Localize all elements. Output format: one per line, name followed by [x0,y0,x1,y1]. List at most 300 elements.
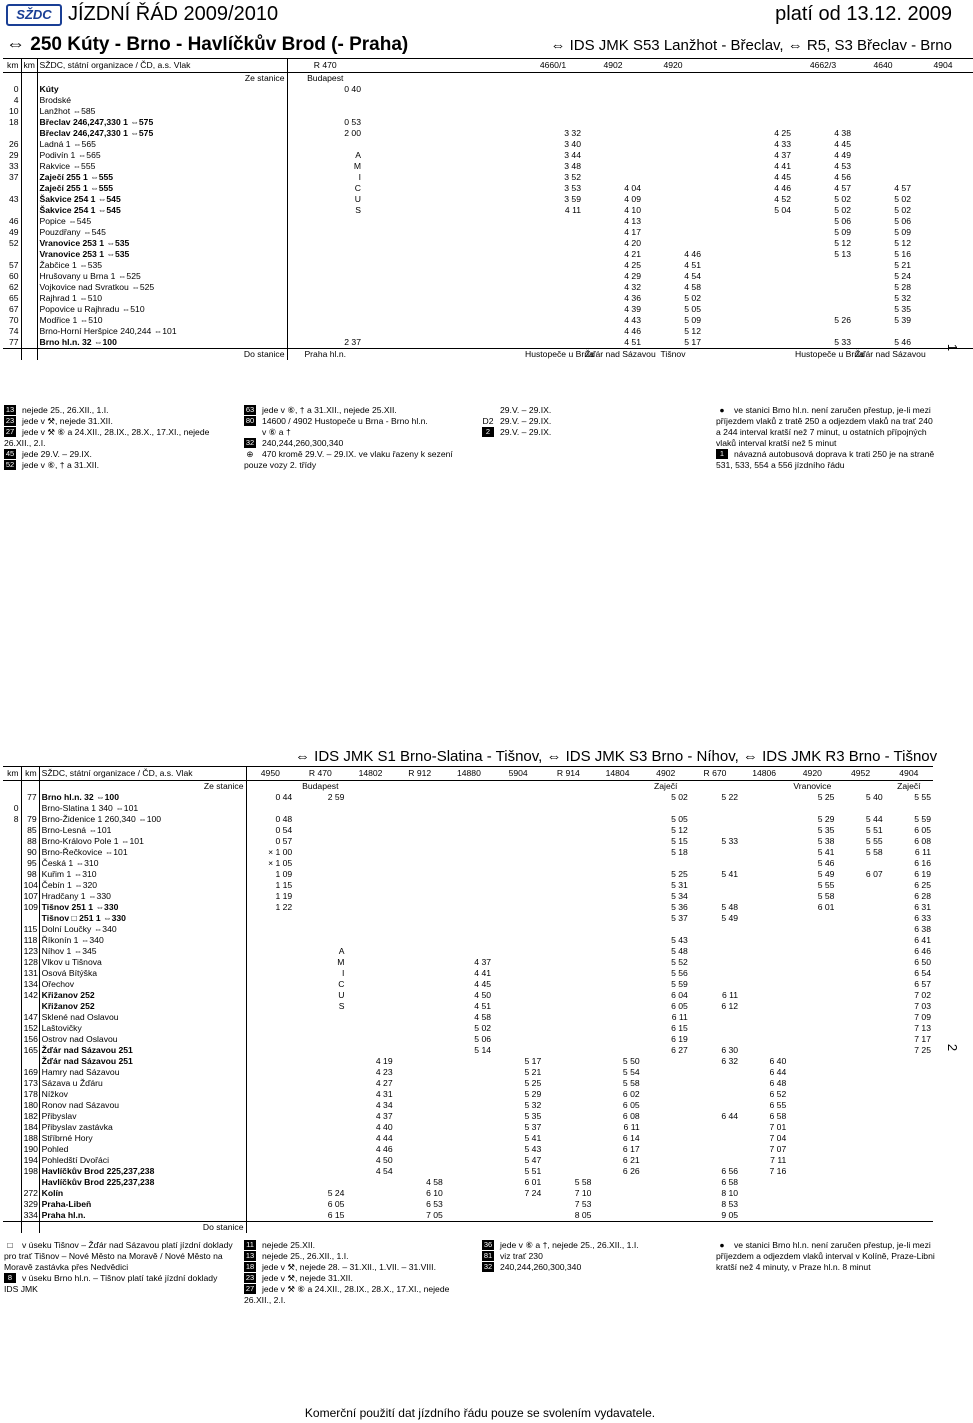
time-cell: 5 32 [524,1100,542,1110]
timetable-section-1 [3,58,973,360]
to-station-row [3,1222,933,1234]
time-cell [836,924,884,935]
time-cell [788,913,836,924]
time-cell [395,1155,445,1166]
time-cell [246,1089,294,1100]
time-cell: 4 21 [624,249,641,259]
table-row [3,161,973,172]
column-header: 4640 [853,59,913,73]
time-cell: 6 08 [622,1111,640,1121]
time-cell: 6 14 [622,1133,640,1143]
km-cell [21,260,37,271]
time-cell [363,95,423,106]
station-name: Havlíčkův Brod 225,237,238 [39,1166,246,1177]
to-station [246,1222,294,1234]
time-cell: 7 03 [914,1001,931,1011]
time-cell [246,1144,294,1155]
time-cell: 7 02 [914,990,931,1000]
time-cell [287,282,363,293]
time-cell: M [337,957,345,967]
km-cell [21,194,37,205]
station-name: Sklené nad Oslavou [39,1012,246,1023]
km-cell [21,304,37,315]
to-station [836,1222,884,1234]
time-cell: 4 53 [834,161,851,171]
to-station [445,1222,493,1234]
km-cell: 65 [3,293,21,304]
time-cell [363,150,423,161]
time-cell [294,1144,346,1155]
time-cell [423,150,523,161]
km-cell: 118 [21,935,39,946]
time-cell: 5 43 [671,935,688,945]
time-cell [703,216,793,227]
column-header: 4952 [836,767,884,781]
time-cell [346,814,394,825]
km-cell [3,1067,21,1078]
time-cell [246,1023,294,1034]
time-cell: 4 40 [375,1122,393,1132]
time-cell: 5 41 [721,869,739,879]
time-cell [346,1012,394,1023]
footnote [482,416,632,427]
footnote [4,416,234,427]
time-cell [793,304,853,315]
km-cell: 180 [21,1100,39,1111]
time-cell [788,1166,836,1177]
footnote-text: jede v ⚒ ⑥ a 24.XII., 28.IX., 28.X., 17.XI., nejede 26.XII., 2.I. [4,427,210,448]
table-row [3,315,973,326]
time-cell [445,792,493,803]
time-cell [703,326,793,337]
time-cell: 6 02 [622,1089,640,1099]
table-row [3,106,973,117]
column-header: 5904 [493,767,543,781]
time-cell [287,293,363,304]
time-cell [543,880,593,891]
time-cell [363,337,423,349]
km-cell [21,161,37,172]
time-cell [246,979,294,990]
time-cell [836,979,884,990]
km-cell: 329 [21,1199,39,1210]
km-cell: 98 [21,869,39,880]
footnote-text: jede v ⚒ ⑥ a 24.XII., 28.IX., 28.X., 17.XI., nejede 26.XII., 2.I. [244,1284,450,1305]
time-cell [593,858,641,869]
time-cell [395,924,445,935]
time-cell: 5 51 [524,1166,542,1176]
table-header-row [3,767,933,781]
time-cell: I [358,172,361,182]
time-cell: 5 09 [684,315,701,325]
time-cell [543,1111,593,1122]
time-cell [294,1177,346,1188]
time-cell [643,150,703,161]
column-header: R 914 [543,767,593,781]
time-cell [740,836,788,847]
time-cell [395,1056,445,1067]
km-cell: 134 [21,979,39,990]
time-cell [294,1067,346,1078]
station-name: Kúty [37,84,287,95]
time-cell [836,1177,884,1188]
table-row [3,957,933,968]
time-cell [395,869,445,880]
from-station [543,781,593,793]
time-cell: 6 21 [622,1155,640,1165]
table-row [3,1144,933,1155]
time-cell [395,1045,445,1056]
time-cell: 4 51 [474,1001,492,1011]
time-cell: 4 46 [684,249,701,259]
time-cell [543,1045,593,1056]
to-station [423,349,523,361]
km-cell [21,172,37,183]
footnotes-1-mid2 [482,405,632,438]
column-header: km [21,767,39,781]
time-cell [788,1210,836,1222]
table-row [3,1012,933,1023]
time-cell [294,1089,346,1100]
km-cell: 90 [21,847,39,858]
time-cell [543,869,593,880]
time-cell [294,902,346,913]
km-cell: 198 [21,1166,39,1177]
km-cell [21,216,37,227]
time-cell [788,1155,836,1166]
time-cell [643,183,703,194]
table-row [3,293,973,304]
time-cell [836,1210,884,1222]
time-cell: 5 37 [524,1122,542,1132]
time-cell: 5 49 [817,869,835,879]
time-cell [445,924,493,935]
time-cell [642,1199,690,1210]
column-header: R 912 [395,767,445,781]
time-cell [740,1001,788,1012]
time-cell [423,249,523,260]
time-cell [836,1078,884,1089]
time-cell: 3 52 [564,172,581,182]
time-cell [346,1045,394,1056]
from-station [423,73,523,85]
time-cell [593,803,641,814]
time-cell [363,293,423,304]
time-cell [346,1188,394,1199]
km-cell [21,128,37,139]
time-cell [593,836,641,847]
time-cell [788,1056,836,1067]
time-cell [523,304,583,315]
time-cell [642,1155,690,1166]
table-row [3,238,973,249]
time-cell [788,1012,836,1023]
time-cell [445,1100,493,1111]
footnote [244,427,474,438]
time-cell [294,1034,346,1045]
km-cell [3,891,21,902]
time-cell [740,935,788,946]
km-cell [3,1166,21,1177]
station-name: Pouzdřany ⇔545 [37,227,287,238]
time-cell [445,1177,493,1188]
time-cell: 5 31 [671,880,688,890]
table-row [3,260,973,271]
time-cell: 8 53 [721,1199,739,1209]
time-cell [246,1034,294,1045]
time-cell [543,1023,593,1034]
time-cell [423,205,523,216]
time-cell [836,1122,884,1133]
time-cell [246,990,294,1001]
column-header: 4920 [788,767,836,781]
time-cell [593,792,641,803]
time-cell [885,1199,933,1210]
time-cell: 6 11 [671,1012,688,1022]
time-cell [690,1023,740,1034]
time-cell: 6 41 [914,935,931,945]
footnote-text: v ⑥ a † [262,427,291,437]
km-cell [21,1177,39,1188]
footnote-marker: ● [719,1240,725,1250]
time-cell [423,183,523,194]
km-cell: 62 [3,282,21,293]
time-cell [287,106,363,117]
time-cell [395,880,445,891]
column-header [363,59,423,73]
time-cell [690,924,740,935]
footnote-marker: ⊕ [246,449,254,459]
time-cell [740,825,788,836]
time-cell: 7 13 [914,1023,931,1033]
footnote [482,427,632,438]
column-header: R 470 [287,59,363,73]
station-name: Zaječí 255 1 ⇔555 [37,183,287,194]
footnote-marker: 32 [483,1262,493,1271]
column-header: 4904 [885,767,933,781]
time-cell [395,979,445,990]
time-cell: 5 02 [671,792,688,802]
ids-subtitle-1: ⇔ IDS JMK S53 Lanžhot - Břeclav, ⇔ R5, S3 Břeclav - Brno [550,37,952,54]
km-cell [3,1089,21,1100]
km-cell: 131 [21,968,39,979]
time-cell [287,249,363,260]
time-cell [740,1177,788,1188]
time-cell [346,913,394,924]
table-row [3,1177,933,1188]
time-cell: 4 46 [624,326,641,336]
time-cell [643,161,703,172]
footnote [244,438,474,449]
time-cell [836,1155,884,1166]
time-cell: 6 32 [721,1056,739,1066]
from-station [793,73,853,85]
time-cell [346,935,394,946]
time-cell: 5 24 [327,1188,345,1198]
time-cell [493,880,543,891]
line-title: ⇔ 250 Kúty - Brno - Havlíčkův Brod (- Praha) [6,34,409,55]
time-cell: 6 44 [769,1067,787,1077]
station-name: Přibyslav zastávka [39,1122,246,1133]
time-cell [543,1166,593,1177]
time-cell: 7 17 [914,1034,931,1044]
time-cell [593,891,641,902]
time-cell [423,227,523,238]
footnote-text: jede v ⑥ a †, nejede 25., 26.XII., 1.I. [500,1240,639,1250]
time-cell [363,106,423,117]
footnotes-1-mid [244,405,474,471]
table-row [3,1133,933,1144]
table-row [3,1023,933,1034]
station-name: Laštovičky [39,1023,246,1034]
bottom-note: Komerční použití dat jízdního řádu pouze se svolením vydavatele. [304,1406,656,1420]
time-cell [853,139,913,150]
time-cell [690,825,740,836]
time-cell [853,326,913,337]
station-name: Vranovice 253 1 ⇔535 [37,249,287,260]
time-cell [423,238,523,249]
time-cell [543,847,593,858]
to-station [346,1222,394,1234]
time-cell: 4 46 [774,183,791,193]
footnote-text: 14600 / 4902 Hustopeče u Brna - Brno hl.n. [262,416,428,426]
time-cell: 4 52 [774,194,791,204]
time-cell: 5 59 [671,979,688,989]
km-cell [3,1177,21,1188]
time-cell [543,957,593,968]
km-cell [3,847,21,858]
time-cell [445,847,493,858]
time-cell: 4 51 [684,260,701,270]
time-cell: 5 24 [894,271,911,281]
valid-from: platí od 13.12. 2009 [775,3,952,25]
time-cell: 8 05 [574,1210,592,1220]
footnote-marker: D2 [482,416,494,426]
time-cell [246,1133,294,1144]
time-cell [493,825,543,836]
szdc-logo [6,4,62,26]
km-cell [21,205,37,216]
time-cell [445,1122,493,1133]
station-name: Ostrov nad Oslavou [39,1034,246,1045]
footnote-text: v úseku Tišnov – Žďár nad Sázavou platí jízdní doklady pro trať Tišnov – Nové Město na Moravě / Nové Město na Moravě zastávka přes Nedvědici [4,1240,233,1272]
time-cell [294,891,346,902]
time-cell [395,847,445,858]
time-cell [493,792,543,803]
km-cell: 46 [3,216,21,227]
time-cell [740,891,788,902]
time-cell: 4 44 [375,1133,393,1143]
time-cell [643,194,703,205]
time-cell [836,880,884,891]
km-cell [3,249,21,260]
footnote-marker: 52 [5,460,15,469]
time-cell: 0 48 [275,814,293,824]
time-cell [643,128,703,139]
time-cell: A [355,150,361,160]
table-row [3,282,973,293]
time-cell [363,128,423,139]
time-cell [703,282,793,293]
time-cell: 4 45 [474,979,492,989]
station-name: Pohled [39,1144,246,1155]
time-cell [423,194,523,205]
time-cell [543,1100,593,1111]
time-cell [690,1100,740,1111]
time-cell: 5 15 [671,836,688,846]
time-cell [523,216,583,227]
km-cell [3,1045,21,1056]
km-cell: 67 [3,304,21,315]
km-cell [3,1012,21,1023]
km-cell: 74 [3,326,21,337]
km-cell [3,902,21,913]
km-cell: 88 [21,836,39,847]
time-cell [690,814,740,825]
km-cell [21,84,37,95]
time-cell [593,924,641,935]
time-cell [395,902,445,913]
time-cell: 2 37 [344,337,361,347]
time-cell [294,1155,346,1166]
time-cell [294,935,346,946]
km-cell: 77 [3,337,21,349]
time-cell [583,161,643,172]
time-cell [395,935,445,946]
to-station-row [3,349,973,361]
footnote-marker: 11 [244,1240,256,1250]
time-cell [523,95,583,106]
station-name: Brno hl.n. 32 ⇔100 [39,792,246,803]
time-cell [643,95,703,106]
footnote-marker: □ [7,1240,13,1250]
km-cell [21,1001,39,1012]
time-cell [593,1177,641,1188]
table-row [3,979,933,990]
km-cell [3,1155,21,1166]
time-cell [643,216,703,227]
time-cell: 5 46 [817,858,835,868]
km-cell: 142 [21,990,39,1001]
time-cell [246,1122,294,1133]
footnote-text: 240,244,260,300,340 [262,438,344,448]
station-name: Kuřim 1 ⇔310 [39,869,246,880]
time-cell [493,946,543,957]
km-cell [21,227,37,238]
time-cell [493,902,543,913]
km-cell: 57 [3,260,21,271]
time-cell: 6 05 [622,1100,640,1110]
time-cell: 4 34 [375,1100,393,1110]
time-cell [543,1155,593,1166]
time-cell [885,1089,933,1100]
km-cell [21,803,39,814]
time-cell [287,139,363,150]
time-cell [423,326,523,337]
time-cell: 7 16 [769,1166,787,1176]
time-cell: 6 40 [769,1056,787,1066]
time-cell [593,1188,641,1199]
station-name: Vranovice 253 1 ⇔535 [37,238,287,249]
from-station: Vranovice [793,781,832,791]
table-row [3,1166,933,1177]
time-cell: 4 37 [375,1111,393,1121]
time-cell [523,260,583,271]
time-cell: 4 49 [834,150,851,160]
station-name: Zaječí 255 1 ⇔555 [37,172,287,183]
time-cell: 5 13 [834,249,851,259]
table-row [3,825,933,836]
